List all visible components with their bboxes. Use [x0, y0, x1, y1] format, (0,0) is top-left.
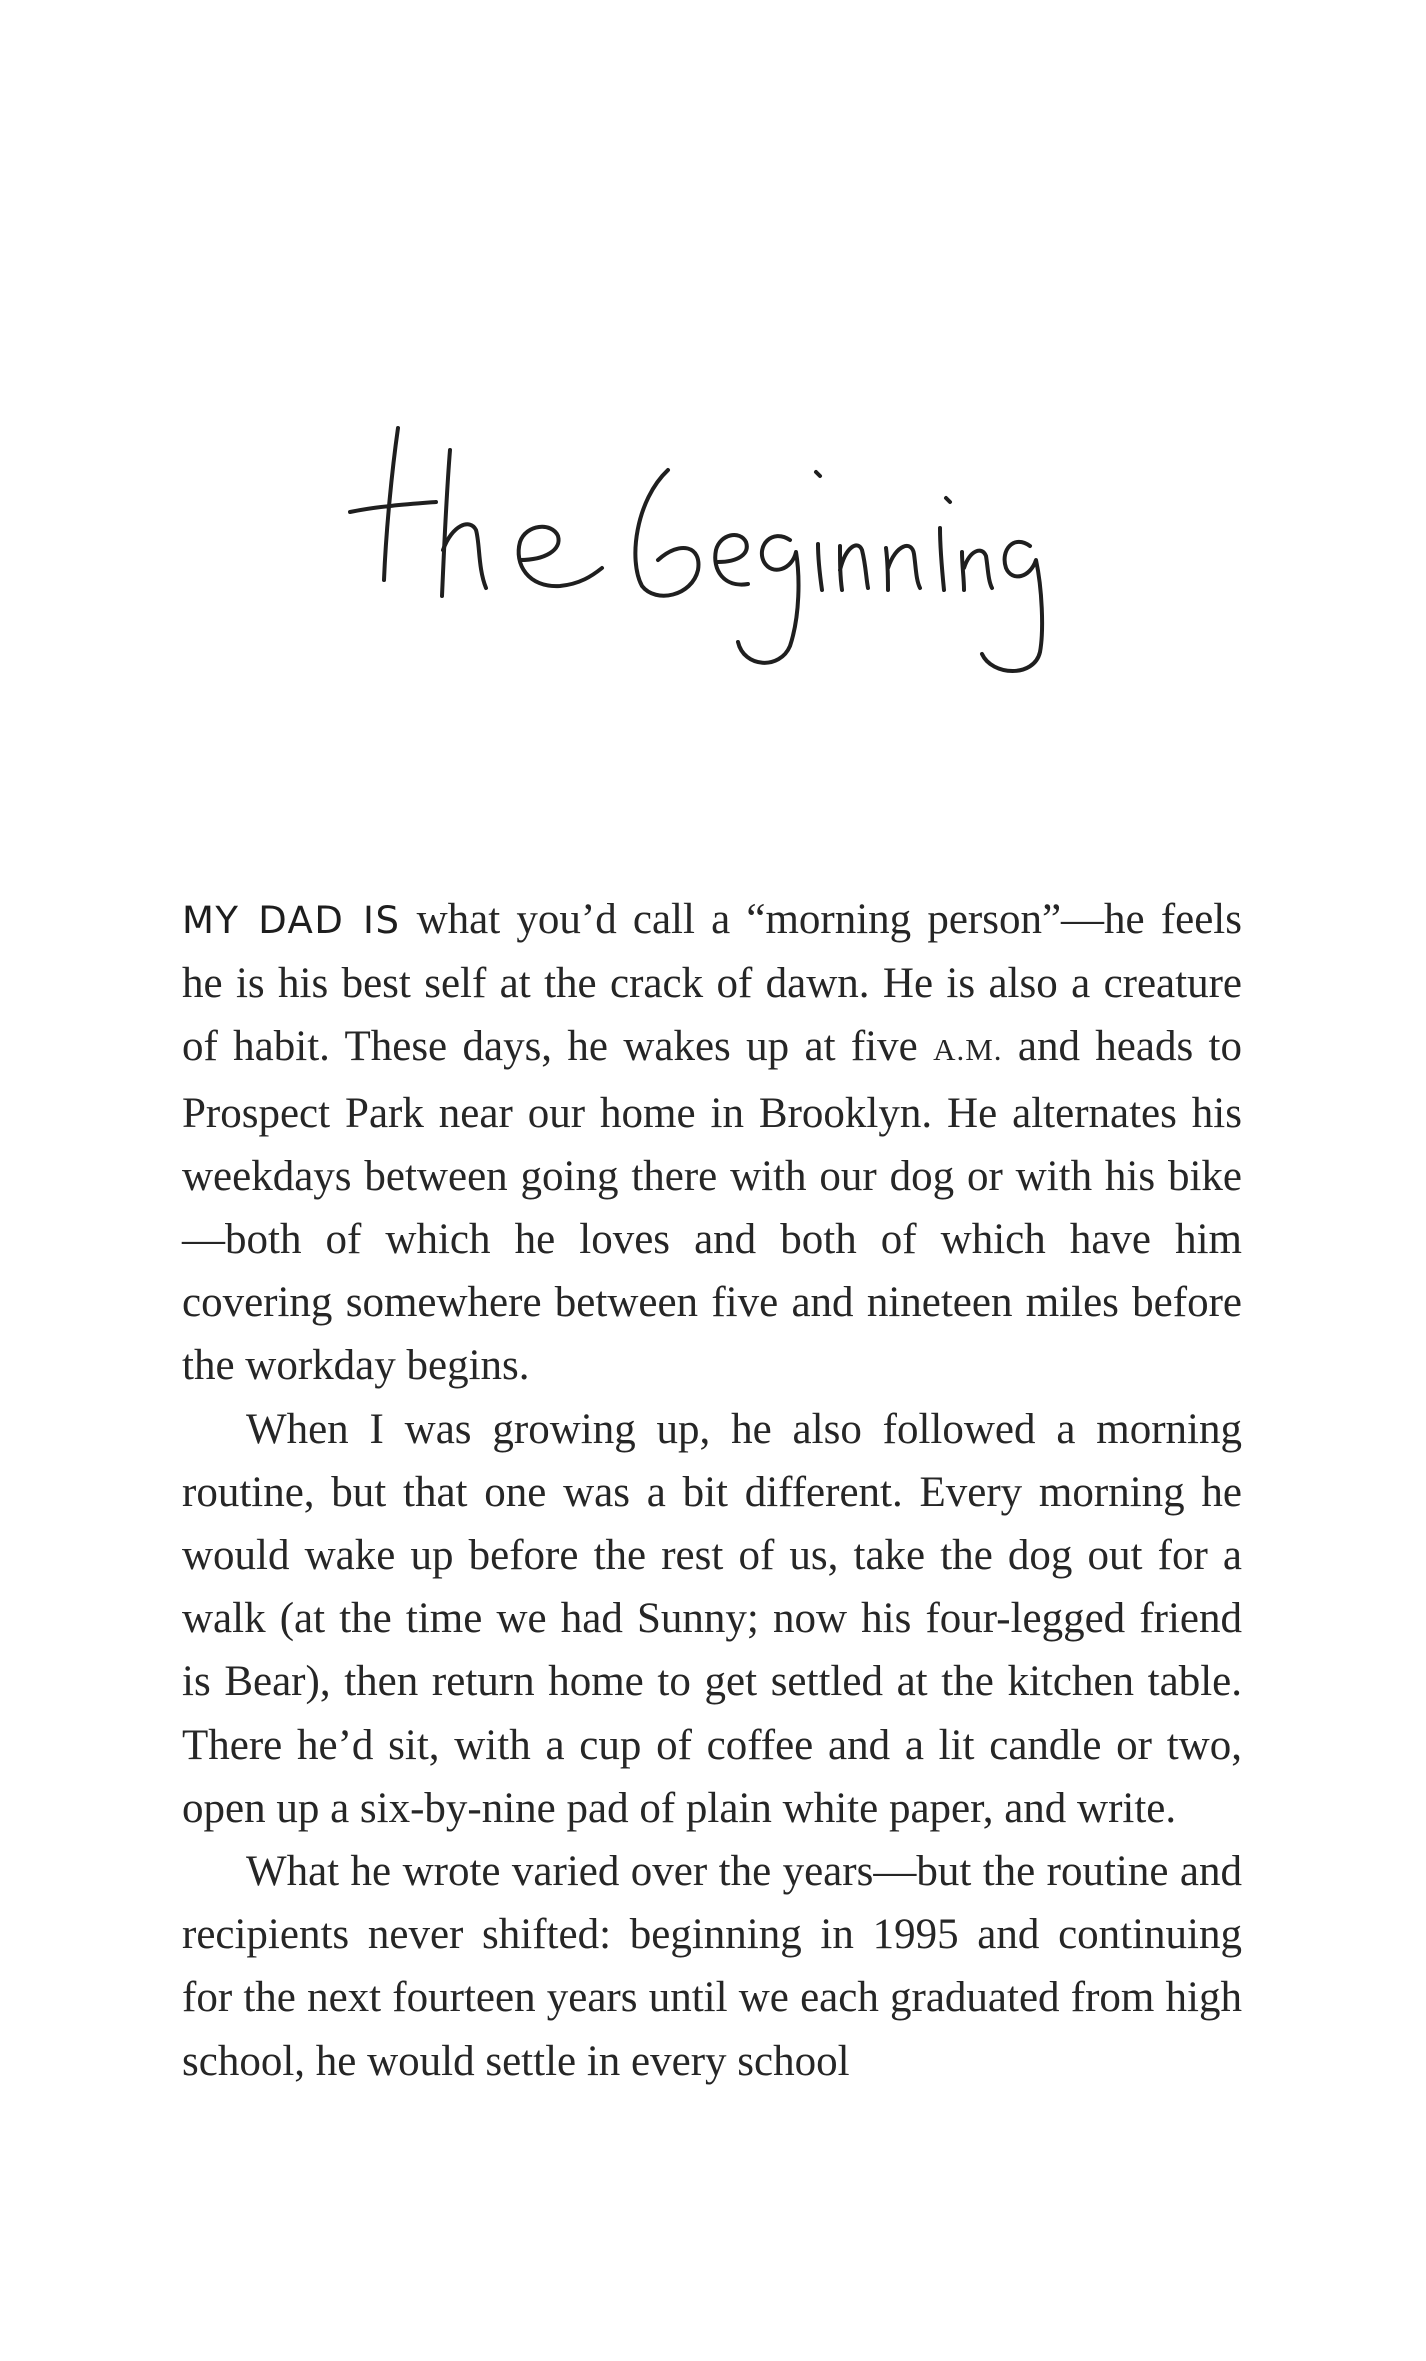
paragraph-1-text-b: and heads to Prospect Park near our home in Brooklyn. He alternates his weekdays between going there with our dog or with his bike—both of which he loves and both of which have him covering somewhere between five and nineteen miles before the workday begins. — [182, 1023, 1242, 1390]
chapter-lead-in: MY DAD IS — [182, 899, 401, 942]
handwritten-chapter-title — [340, 420, 1120, 680]
paragraph-1 — [182, 888, 1242, 1398]
chapter-body — [182, 888, 1242, 2093]
paragraph-2: When I was growing up, he also followed a morning routine, but that one was a bit different. Every morning he would wake up before the rest of us, take the dog out for a walk (at the time we had Sunny; now his four-legged friend is Bear), then return home to get settled at the kitchen table. There he’d sit, with a cup of coffee and a lit candle or two, open up a six-by-nine pad of plain white paper, and write. — [182, 1405, 1242, 1832]
time-small-caps: A.M. — [933, 1032, 1003, 1068]
handwritten-title-image — [340, 420, 1120, 680]
paragraph-3: What he wrote varied over the years—but the routine and recipients never shifted: beginning in 1995 and continuing for the next fourteen years until we each graduated from high school, he would settle in every school — [182, 1848, 1242, 2085]
paragraph-1-text-a: what you’d call a “morning person”—he feels he is his best self at the crack of dawn. He is also a creature of habit. These days, he wakes up at five — [182, 896, 1242, 1071]
